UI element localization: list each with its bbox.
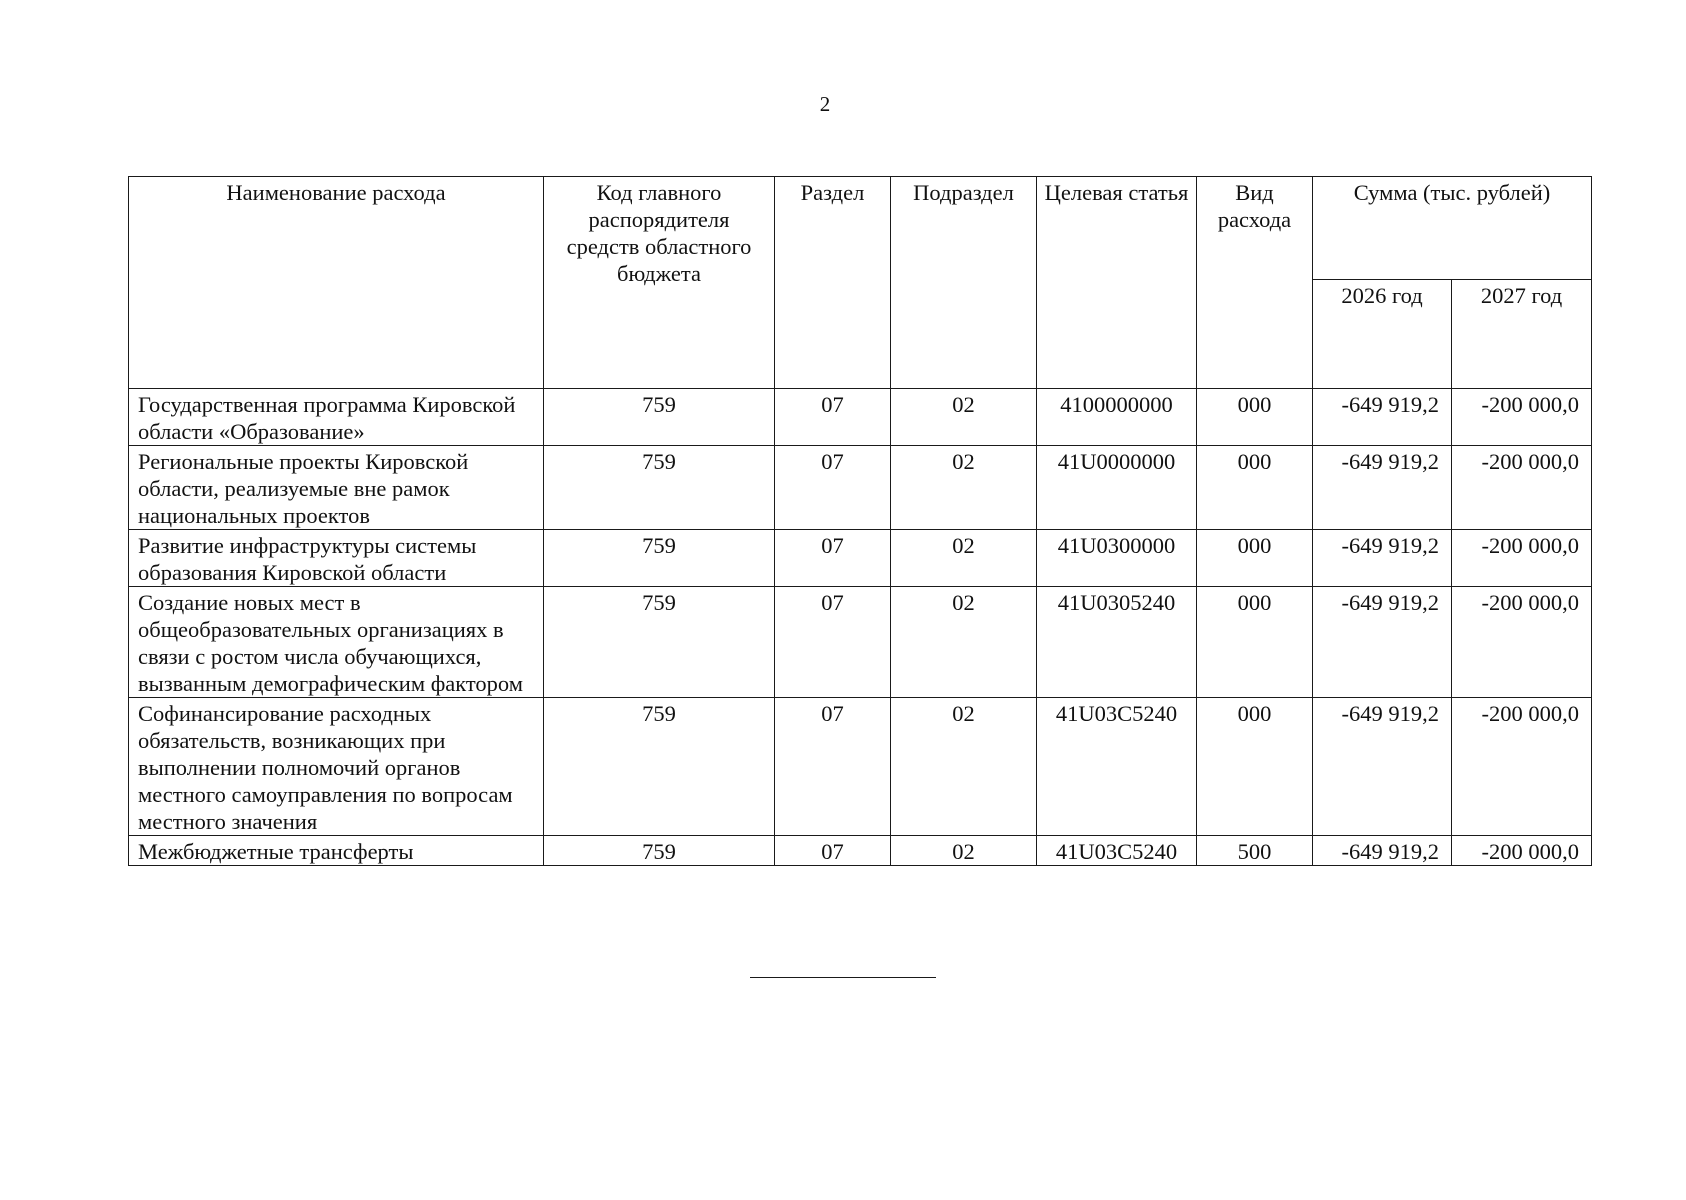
row-code: 759 [544,530,775,587]
header-year-2026: 2026 год [1313,280,1452,389]
header-type: Вид расхода [1197,177,1313,389]
row-2027: -200 000,0 [1452,698,1592,836]
header-sum: Сумма (тыс. рублей) [1313,177,1592,280]
row-type: 000 [1197,587,1313,698]
row-name: Государственная программа Кировской области «Образование» [129,389,544,446]
header-name: Наименование расхода [129,177,544,389]
row-target: 41U0300000 [1037,530,1197,587]
table-row [129,446,1592,530]
header-code: Код главного распорядителя средств областного бюджета [544,177,775,389]
row-subsection: 02 [891,836,1037,866]
row-name: Межбюджетные трансферты [129,836,544,866]
row-type: 000 [1197,389,1313,446]
row-code: 759 [544,587,775,698]
table-row [129,698,1592,836]
row-name: Софинансирование расходных обязательств, возникающих при выполнении полномочий органов местного самоуправления по вопросам местного значения [129,698,544,836]
row-target: 41U03C5240 [1037,836,1197,866]
row-target: 41U03C5240 [1037,698,1197,836]
header-target: Целевая статья [1037,177,1197,389]
row-2026: -649 919,2 [1313,446,1452,530]
row-2026: -649 919,2 [1313,530,1452,587]
row-subsection: 02 [891,587,1037,698]
end-of-document-line [750,977,936,978]
row-code: 759 [544,389,775,446]
row-type: 000 [1197,530,1313,587]
row-2027: -200 000,0 [1452,389,1592,446]
header-subsection: Подраздел [891,177,1037,389]
header-section: Раздел [775,177,891,389]
row-type: 000 [1197,698,1313,836]
row-name: Региональные проекты Кировской области, реализуемые вне рамок национальных проектов [129,446,544,530]
row-name: Развитие инфраструктуры системы образования Кировской области [129,530,544,587]
row-section: 07 [775,389,891,446]
row-subsection: 02 [891,698,1037,836]
header-row [129,177,1592,280]
row-target: 41U0000000 [1037,446,1197,530]
row-subsection: 02 [891,530,1037,587]
row-subsection: 02 [891,389,1037,446]
row-2026: -649 919,2 [1313,698,1452,836]
row-type: 500 [1197,836,1313,866]
row-section: 07 [775,698,891,836]
row-2027: -200 000,0 [1452,446,1592,530]
row-2027: -200 000,0 [1452,530,1592,587]
row-2026: -649 919,2 [1313,389,1452,446]
row-subsection: 02 [891,446,1037,530]
row-code: 759 [544,446,775,530]
table-row [129,836,1592,866]
table-row [129,587,1592,698]
table-row [129,389,1592,446]
row-section: 07 [775,836,891,866]
row-2027: -200 000,0 [1452,587,1592,698]
row-2026: -649 919,2 [1313,836,1452,866]
row-section: 07 [775,530,891,587]
row-code: 759 [544,836,775,866]
row-code: 759 [544,698,775,836]
row-target: 41U0305240 [1037,587,1197,698]
header-year-2027: 2027 год [1452,280,1592,389]
row-2027: -200 000,0 [1452,836,1592,866]
row-2026: -649 919,2 [1313,587,1452,698]
row-target: 4100000000 [1037,389,1197,446]
row-type: 000 [1197,446,1313,530]
row-name: Создание новых мест в общеобразовательных организациях в связи с ростом числа обучающихся, вызванным демографическим фактором [129,587,544,698]
table-row [129,530,1592,587]
row-section: 07 [775,446,891,530]
page-number: 2 [819,92,831,116]
row-section: 07 [775,587,891,698]
budget-table [128,176,1592,866]
